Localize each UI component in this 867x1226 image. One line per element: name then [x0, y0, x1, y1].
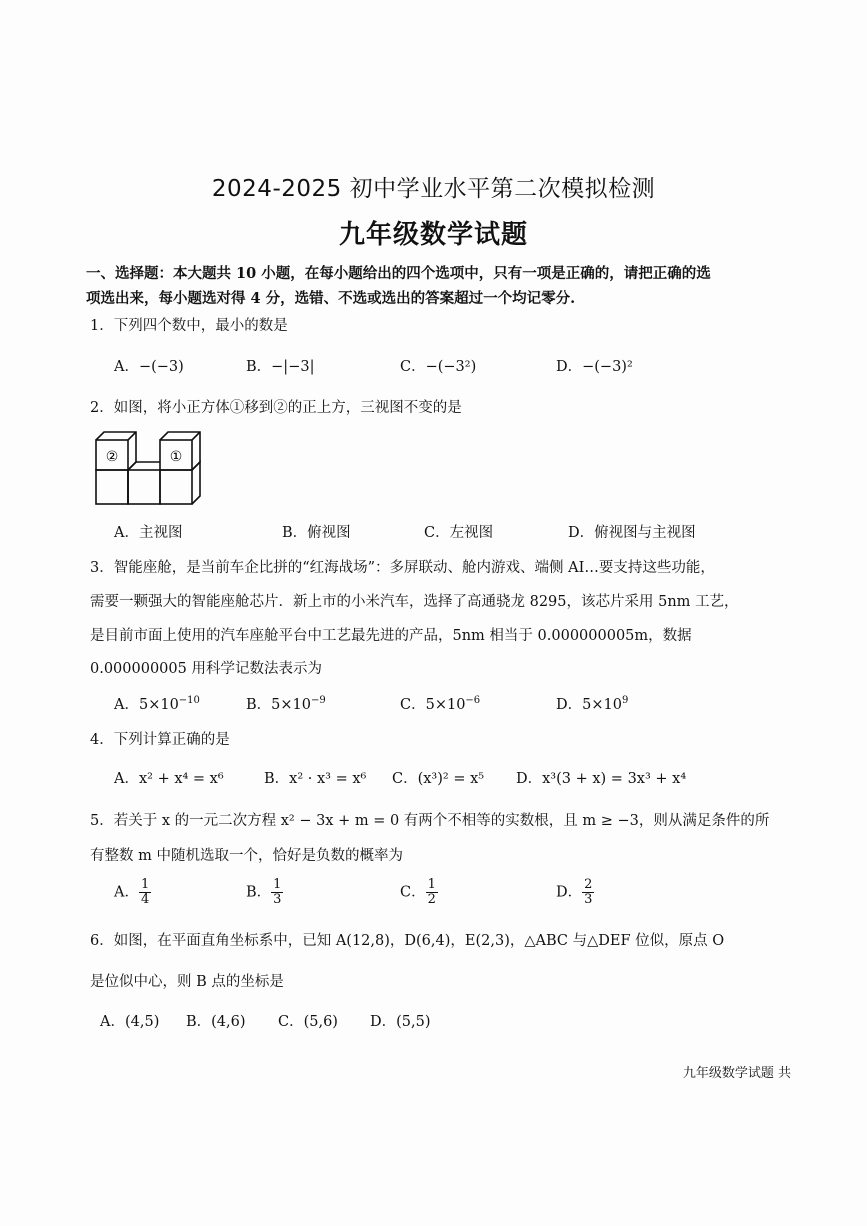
q6-option-a: A．(4,5)	[100, 1014, 160, 1030]
q1-option-b: B．−|−3|	[246, 359, 315, 375]
q3-option-d: D．$5\times 10^9$	[556, 695, 629, 713]
question-5-line2: 有整数 m 中随机选取一个，恰好是负数的概率为	[90, 848, 403, 864]
q2-option-d: D．俯视图与主视图	[568, 525, 696, 541]
q6-option-c: C．(5,6)	[278, 1014, 338, 1030]
q5-option-b: B． $\frac{1}{3}$	[246, 877, 282, 907]
q2-option-a: A．主视图	[114, 525, 183, 541]
question-4-stem: 4．下列计算正确的是	[90, 732, 230, 748]
cube-figure	[92, 428, 212, 510]
q3-option-b: B．$5\times 10^{-9}$	[246, 695, 326, 713]
q1-option-d: D．−(−3)²	[556, 359, 633, 375]
cube-label-2: ②	[105, 449, 119, 465]
q5-option-c: C． $\frac{1}{2}$	[400, 877, 436, 907]
q4-option-b: B．x² · x³ = x⁶	[264, 771, 367, 787]
q5-option-d: D． $\frac{2}{3}$	[556, 877, 593, 907]
q5-option-a: A． $\frac{1}{4}$	[114, 877, 150, 907]
question-1-stem: 1．下列四个数中，最小的数是	[90, 318, 288, 334]
q4-option-a: A．x² + x⁴ = x⁶	[114, 771, 224, 787]
question-3-line4: 0.000000005 用科学记数法表示为	[90, 661, 322, 677]
q6-option-d: D．(5,5)	[370, 1014, 431, 1030]
question-2-stem: 2．如图，将小正方体①移到②的正上方，三视图不变的是	[90, 400, 462, 416]
q6-option-b: B．(4,6)	[186, 1014, 246, 1030]
q2-option-c: C．左视图	[424, 525, 494, 541]
q4-option-d: D．x³(3 + x) = 3x³ + x⁴	[516, 771, 687, 787]
exam-title: 2024-2025 初中学业水平第二次模拟检测	[211, 176, 656, 202]
section-instructions-line2: 项选出来，每小题选对得 4 分，选错、不选或选出的答案超过一个均记零分.	[86, 290, 576, 307]
q3-option-a: A．$5\times 10^{-10}$	[114, 695, 200, 713]
page-footer: 九年级数学试题 共	[682, 1066, 791, 1081]
question-3-line1: 3．智能座舱，是当前车企比拼的“红海战场”：多屏联动、舱内游戏、端侧 AI…要支持这些功能，	[90, 560, 715, 576]
q3-option-c: C．$5\times 10^{-6}$	[400, 695, 481, 713]
exam-subtitle: 九年级数学试题	[338, 220, 528, 250]
q1-option-c: C．−(−3²)	[400, 359, 477, 375]
question-5-line1: 5．若关于 x 的一元二次方程 x² − 3x + m = 0 有两个不相等的实数根，且 m ≥ −3，则从满足条件的所	[90, 813, 770, 829]
question-6-line1: 6．如图，在平面直角坐标系中，已知 A(12,8)，D(6,4)，E(2,3)，△ABC 与△DEF 位似，原点 O	[90, 933, 725, 949]
question-3-line2: 需要一颗强大的智能座舱芯片．新上市的小米汽车，选择了高通骁龙 8295，该芯片采用 5nm 工艺，	[90, 594, 739, 610]
cube-label-1: ①	[169, 449, 183, 465]
question-3-line3: 是目前市面上使用的汽车座舱平台中工艺最先进的产品，5nm 相当于 0.000000005m，数据	[90, 628, 692, 644]
q1-option-a: A．−(−3)	[114, 359, 184, 375]
question-6-line2: 是位似中心，则 B 点的坐标是	[90, 974, 284, 990]
q4-option-c: C．(x³)² = x⁵	[392, 771, 485, 787]
q2-option-b: B．俯视图	[282, 525, 351, 541]
section-instructions-line1: 一、选择题：本大题共 10 小题，在每小题给出的四个选项中，只有一项是正确的，请把正确的选	[86, 265, 711, 282]
